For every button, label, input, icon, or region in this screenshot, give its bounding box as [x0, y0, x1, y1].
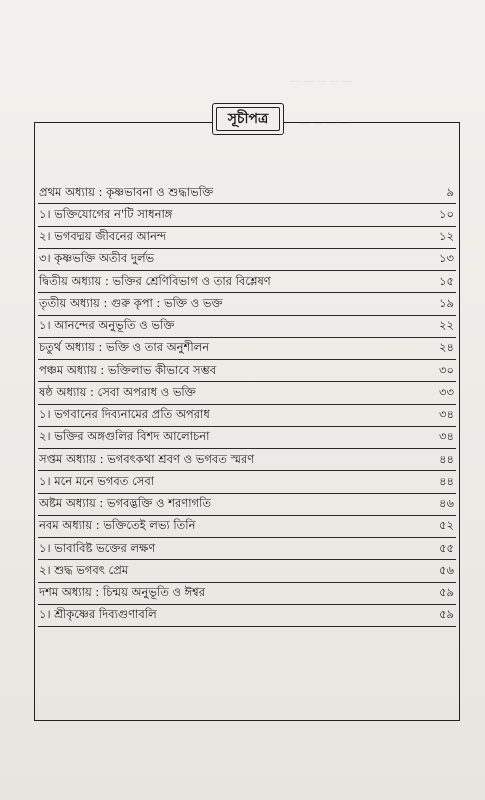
- toc-entry-title: ২। ভগবদ্ময় জীবনের আনন্দ: [39, 229, 167, 244]
- toc-entry-page: ১৩: [439, 251, 454, 266]
- toc-entry[interactable]: [38, 338, 456, 360]
- toc-title: সূচীপত্র: [227, 111, 269, 127]
- toc-entry-page: ৫৫: [439, 540, 454, 555]
- toc-entry-title: ১। ভাবাবিষ্ট ভক্তের লক্ষণ: [39, 540, 156, 555]
- toc-entry[interactable]: [38, 560, 456, 582]
- toc-entry[interactable]: [38, 449, 456, 471]
- toc-entry[interactable]: [38, 382, 456, 404]
- toc-entry-title: ১। ভগবানের দিব্যনামের প্রতি অপরাধ: [39, 407, 210, 422]
- toc-entry-page: ৩০: [439, 362, 454, 377]
- bleed-through: — — — —: [300, 118, 350, 129]
- toc-entry[interactable]: [38, 516, 456, 538]
- toc-title-box: [212, 103, 284, 135]
- toc-entry-page: ১৯: [439, 295, 454, 310]
- toc-entry[interactable]: [38, 293, 456, 315]
- toc-entry-title: পঞ্চম অধ্যায় : ভক্তিলাভ কীভাবে সম্ভব: [39, 362, 217, 377]
- bleed-through: — — — — —: [290, 76, 353, 87]
- toc-entry-title: সপ্তম অধ্যায় : ভগবৎকথা শ্রবণ ও ভগবত স্মরণ: [39, 451, 255, 466]
- toc-entry[interactable]: [38, 227, 456, 249]
- toc-entry-title: চতুর্থ অধ্যায় : ভক্তি ও তার অনুশীলন: [39, 340, 210, 355]
- toc-entry[interactable]: [38, 538, 456, 560]
- toc-entry-page: ৫২: [439, 518, 454, 533]
- toc-entry-page: ৩৪: [439, 407, 454, 422]
- toc-entry-title: ১। ভক্তিযোগের ন'টি সাধনাঙ্গ: [39, 206, 173, 221]
- toc-entry[interactable]: [38, 316, 456, 338]
- toc-entry[interactable]: [38, 583, 456, 605]
- toc-entry-page: ১০: [439, 206, 454, 221]
- toc-entry[interactable]: [38, 182, 456, 204]
- toc-entry-page: ৪৪: [439, 451, 454, 466]
- toc-list: [38, 182, 456, 627]
- toc-entry-page: ২২: [439, 318, 454, 333]
- toc-entry[interactable]: [38, 249, 456, 271]
- toc-entry-title: ১। আনন্দের অনুভূতি ও ভক্তি: [39, 318, 175, 333]
- toc-entry[interactable]: [38, 494, 456, 516]
- toc-entry-title: নবম অধ্যায় : ভক্তিতেই লভ্য তিনি: [39, 518, 196, 533]
- toc-entry[interactable]: [38, 427, 456, 449]
- toc-entry-page: ৪৬: [439, 496, 454, 511]
- toc-entry-page: ৫৬: [439, 562, 454, 577]
- toc-entry-page: ৩৪: [439, 429, 454, 444]
- toc-entry-title: ১। মনে মনে ভগবত সেবা: [39, 473, 155, 488]
- toc-entry-title: তৃতীয় অধ্যায় : গুরু কৃপা : ভক্তি ও ভক্ত: [39, 295, 223, 310]
- toc-entry-page: ৫৯: [439, 607, 454, 622]
- toc-entry[interactable]: [38, 204, 456, 226]
- toc-entry-title: ২। শুদ্ধ ভগবৎ প্রেম: [39, 562, 129, 577]
- toc-entry[interactable]: [38, 605, 456, 627]
- toc-entry-title: প্রথম অধ্যায় : কৃষ্ণভাবনা ও শুদ্ধাভক্তি: [39, 184, 214, 199]
- toc-entry-page: ২৪: [439, 340, 454, 355]
- toc-entry-title: ১। শ্রীকৃষ্ণের দিব্যগুণাবলি: [39, 607, 157, 622]
- toc-entry-title: ষষ্ঠ অধ্যায় : সেবা অপরাধ ও ভক্তি: [39, 384, 196, 399]
- toc-entry-page: ৯: [446, 184, 454, 199]
- toc-entry-page: ১২: [439, 229, 454, 244]
- toc-entry-title: দ্বিতীয় অধ্যায় : ভক্তির শ্রেণিবিভাগ ও তার বিশ্লেষণ: [39, 273, 271, 288]
- toc-entry[interactable]: [38, 471, 456, 493]
- toc-entry[interactable]: [38, 405, 456, 427]
- toc-entry-title: ৩। কৃষ্ণভক্তি অতীব দুর্লভ: [39, 251, 155, 266]
- toc-entry-page: ৩৩: [439, 384, 454, 399]
- toc-entry-title: অষ্টম অধ্যায় : ভগবদ্ভক্তি ও শরণাগতি: [39, 496, 212, 511]
- toc-entry-title: দশম অধ্যায় : চিন্ময় অনুভূতি ও ঈশ্বর: [39, 585, 206, 600]
- toc-entry-title: ২। ভক্তির অঙ্গগুলির বিশদ আলোচনা: [39, 429, 210, 444]
- toc-entry-page: ১৫: [439, 273, 454, 288]
- toc-entry-page: ৫৯: [439, 585, 454, 600]
- toc-entry[interactable]: [38, 360, 456, 382]
- toc-entry-page: ৪৪: [439, 473, 454, 488]
- toc-entry[interactable]: [38, 271, 456, 293]
